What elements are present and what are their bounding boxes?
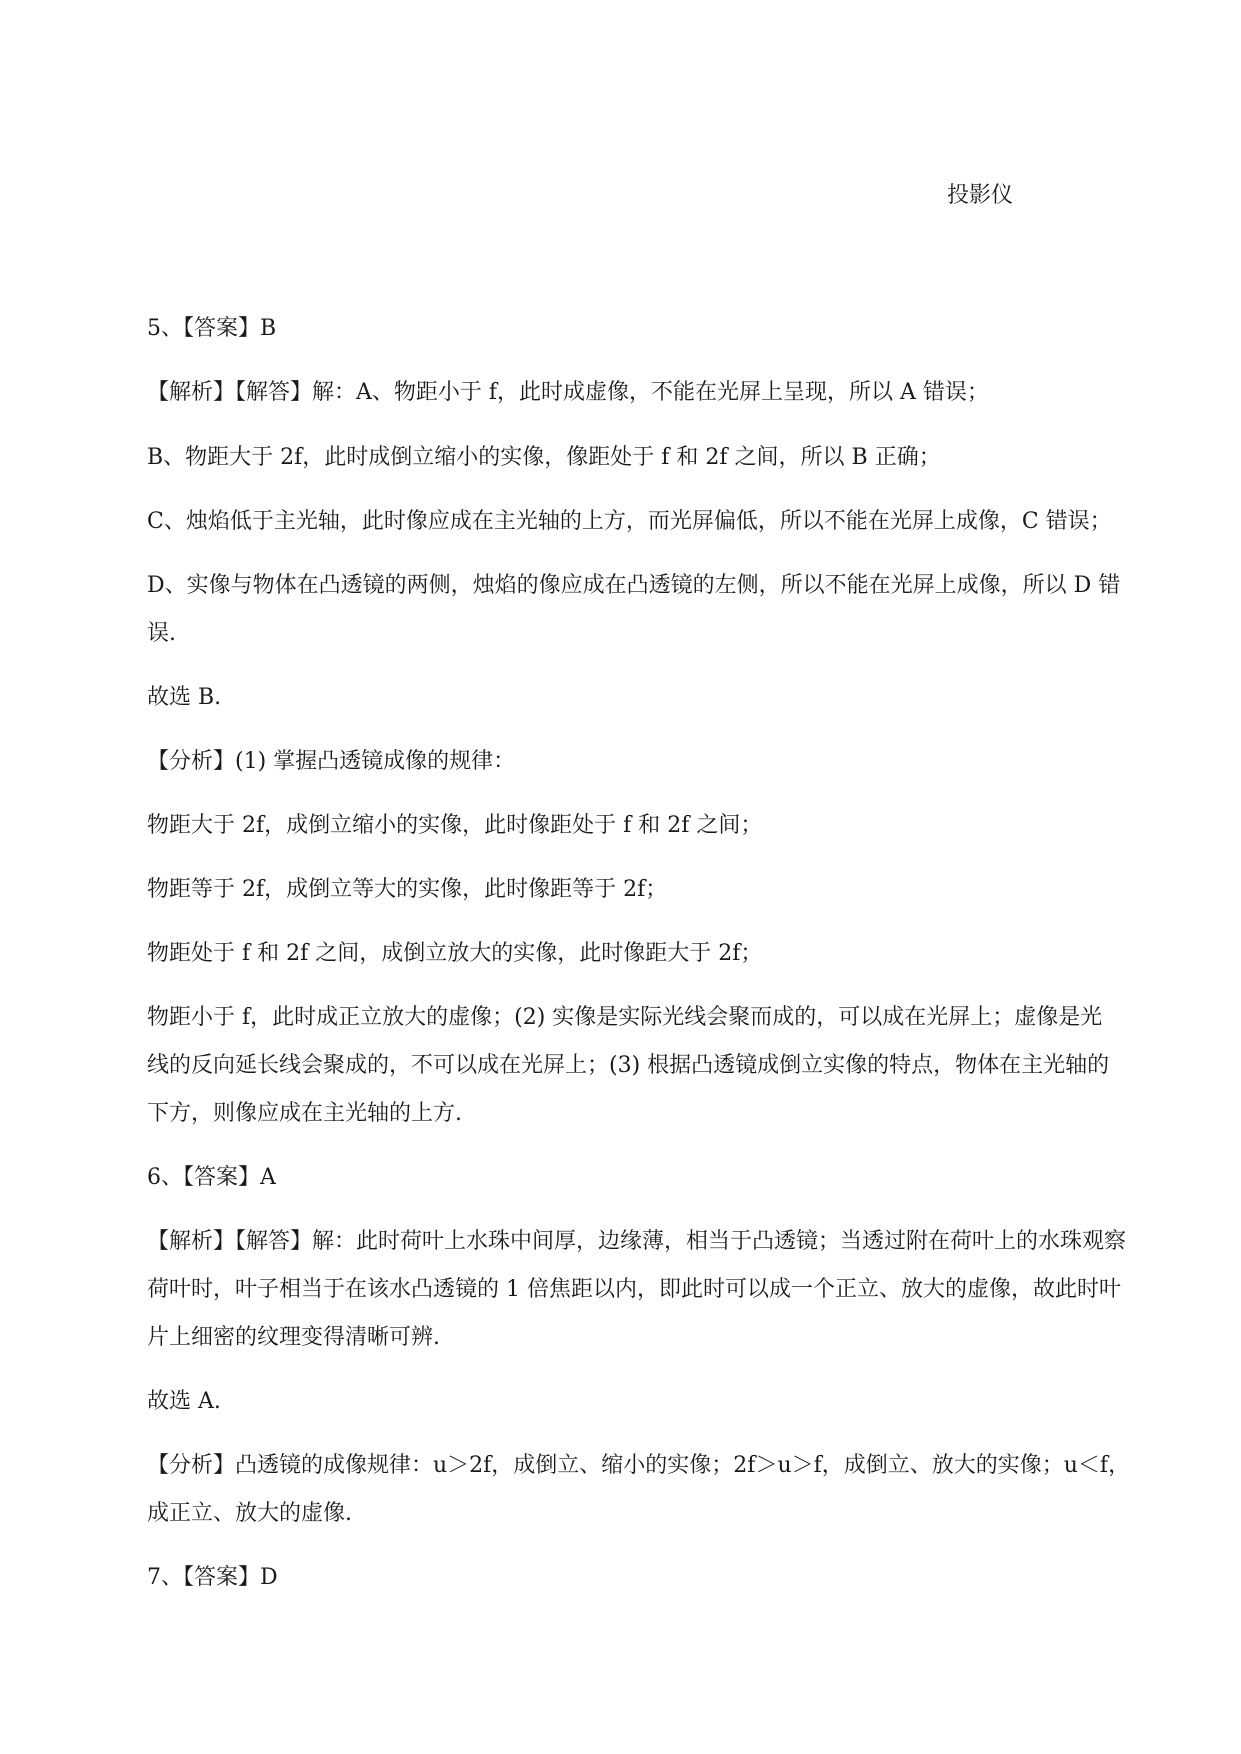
answer-6: 6、【答案】A (147, 1165, 276, 1190)
analysis-6-2: 荷叶时，叶子相当于在该水凸透镜的 1 倍焦距以内，即此时可以成一个正立、放大的虚像，故此时叶 (147, 1277, 1121, 1302)
answer-7: 7、【答案】D (147, 1565, 278, 1590)
summary-5-rule-2: 物距等于 2f，成倒立等大的实像，此时像距等于 2f； (147, 877, 668, 902)
analysis-5-d-2: 误. (147, 621, 176, 646)
summary-6-1: 【分析】凸透镜的成像规律：u＞2f，成倒立、缩小的实像；2f＞u＞f，成倒立、放大的实像；u＜f， (147, 1453, 1131, 1478)
summary-6-2: 成正立、放大的虚像. (147, 1501, 352, 1526)
analysis-5-a: 【解析】【解答】解：A、物距小于 f，此时成虚像，不能在光屏上呈现，所以 A 错误； (147, 380, 989, 405)
answer-5: 5、【答案】B (147, 316, 277, 341)
header-label: 投影仪 (947, 183, 1014, 208)
summary-5-rule-1: 物距大于 2f，成倒立缩小的实像，此时像距处于 f 和 2f 之间； (147, 813, 763, 838)
summary-5-rule-3: 物距处于 f 和 2f 之间，成倒立放大的实像，此时像距大于 2f； (147, 941, 763, 966)
analysis-6-3: 片上细密的纹理变得清晰可辨. (147, 1325, 440, 1350)
analysis-6-1: 【解析】【解答】解：此时荷叶上水珠中间厚，边缘薄，相当于凸透镜；当透过附在荷叶上的水珠观察 (147, 1229, 1127, 1254)
choice-6: 故选 A. (147, 1389, 221, 1414)
summary-5-rule-4-2: 线的反向延长线会聚成的，不可以成在光屏上；(3) 根据凸透镜成倒立实像的特点，物体在主光轴的 (147, 1053, 1110, 1078)
choice-5: 故选 B. (147, 685, 222, 710)
analysis-5-c: C、烛焰低于主光轴，此时像应成在主光轴的上方，而光屏偏低，所以不能在光屏上成像，C 错误； (147, 509, 1112, 534)
summary-5-rule-4-1: 物距小于 f，此时成正立放大的虚像；(2) 实像是实际光线会聚而成的，可以成在光屏上；虚像是光 (147, 1005, 1103, 1030)
analysis-5-b: B、物距大于 2f，此时成倒立缩小的实像，像距处于 f 和 2f 之间，所以 B 正确； (147, 445, 941, 470)
summary-5-title: 【分析】(1) 掌握凸透镜成像的规律： (147, 749, 516, 774)
summary-5-rule-4-3: 下方，则像应成在主光轴的上方. (147, 1101, 462, 1126)
analysis-5-d-1: D、实像与物体在凸透镜的两侧，烛焰的像应成在凸透镜的左侧，所以不能在光屏上成像，所以 D 错 (147, 573, 1121, 598)
